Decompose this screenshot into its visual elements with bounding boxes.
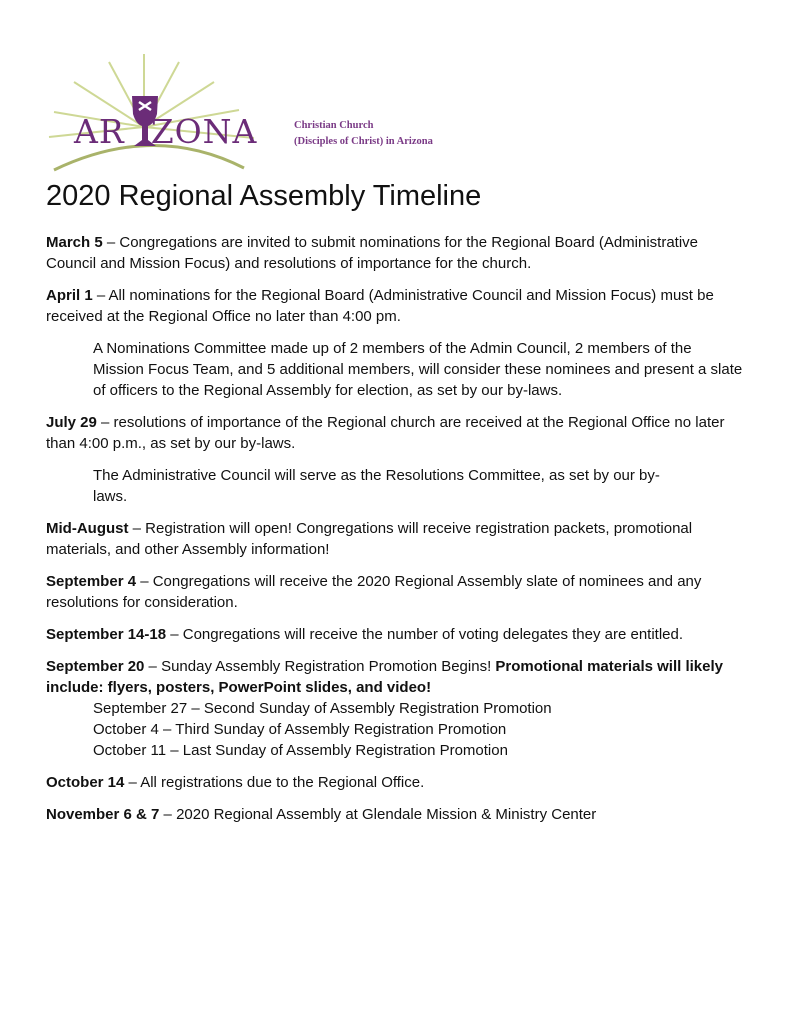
logo-tagline-line1: Christian Church <box>294 120 374 131</box>
entry-date: September 4 <box>46 573 137 590</box>
timeline-note: A Nominations Committee made up of 2 members of the Admin Council, 2 members of the Mission Focus Team, and 5 additional members, will consider these nominees and present a slate of officers to the Regional Assembly for election, as set by our by-laws. <box>93 340 743 399</box>
timeline-note: The Administrative Council will serve as the Resolutions Committee, as set by our by-laws. <box>93 467 660 505</box>
timeline-entry <box>46 571 746 613</box>
sub-entry: October 11 – Last Sunday of Assembly Registration Promotion <box>93 742 508 759</box>
entry-date: September 20 <box>46 658 145 675</box>
entry-date: October 14 <box>46 774 125 791</box>
arizona-logo <box>44 52 464 177</box>
entry-date: November 6 & 7 <box>46 806 160 823</box>
sub-entry: September 27 – Second Sunday of Assembly Registration Promotion <box>93 700 552 717</box>
entry-date: September 14-18 <box>46 626 167 643</box>
entry-text: – All nominations for the Regional Board (Administrative Council and Mission Focus) must be received at the Regional Office no later than 4:00 pm. <box>46 287 714 325</box>
timeline-entry <box>46 518 746 560</box>
logo-word-left: AR <box>74 112 125 151</box>
entry-date: March 5 <box>46 234 103 251</box>
entry-text: – resolutions of importance of the Regional church are received at the Regional Office no later than 4:00 p.m., as set by our by-laws. <box>46 414 725 452</box>
timeline-entry <box>46 804 746 825</box>
entry-date: July 29 <box>46 414 97 431</box>
timeline-entry <box>46 772 746 793</box>
page-title: 2020 Regional Assembly Timeline <box>46 180 482 212</box>
timeline-entry <box>46 656 746 698</box>
timeline-entry <box>46 285 746 327</box>
entry-date: April 1 <box>46 287 93 304</box>
entry-text: – Congregations will receive the 2020 Regional Assembly slate of nominees and any resolutions for consideration. <box>46 573 702 611</box>
logo-wordmark <box>74 112 257 151</box>
logo-word-right: ZONA <box>150 112 258 151</box>
timeline <box>46 232 746 836</box>
logo-tagline-line2: (Disciples of Christ) in Arizona <box>294 136 433 147</box>
sub-entry: October 4 – Third Sunday of Assembly Registration Promotion <box>93 721 507 738</box>
entry-date: Mid-August <box>46 520 129 537</box>
entry-text: – 2020 Regional Assembly at Glendale Mission & Ministry Center <box>159 806 597 823</box>
entry-bold-text: Promotional materials will likely include: flyers, posters, PowerPoint slides, and video! <box>46 658 723 696</box>
entry-text: – Registration will open! Congregations will receive registration packets, promotional materials, and other Assembly information! <box>46 520 693 558</box>
entry-text: – All registrations due to the Regional Office. <box>124 774 425 791</box>
timeline-entry <box>46 412 746 454</box>
timeline-entry <box>46 624 696 645</box>
entry-text: – Congregations will receive the number of voting delegates they are entitled. <box>166 626 684 643</box>
entry-text: – Congregations are invited to submit nominations for the Regional Board (Administrative Council and Mission Focus) and resolutions of importance for the church. <box>46 234 699 272</box>
logo-tagline <box>294 118 433 150</box>
entry-text: – Sunday Assembly Registration Promotion Begins! <box>144 658 496 675</box>
timeline-entry <box>46 232 746 274</box>
